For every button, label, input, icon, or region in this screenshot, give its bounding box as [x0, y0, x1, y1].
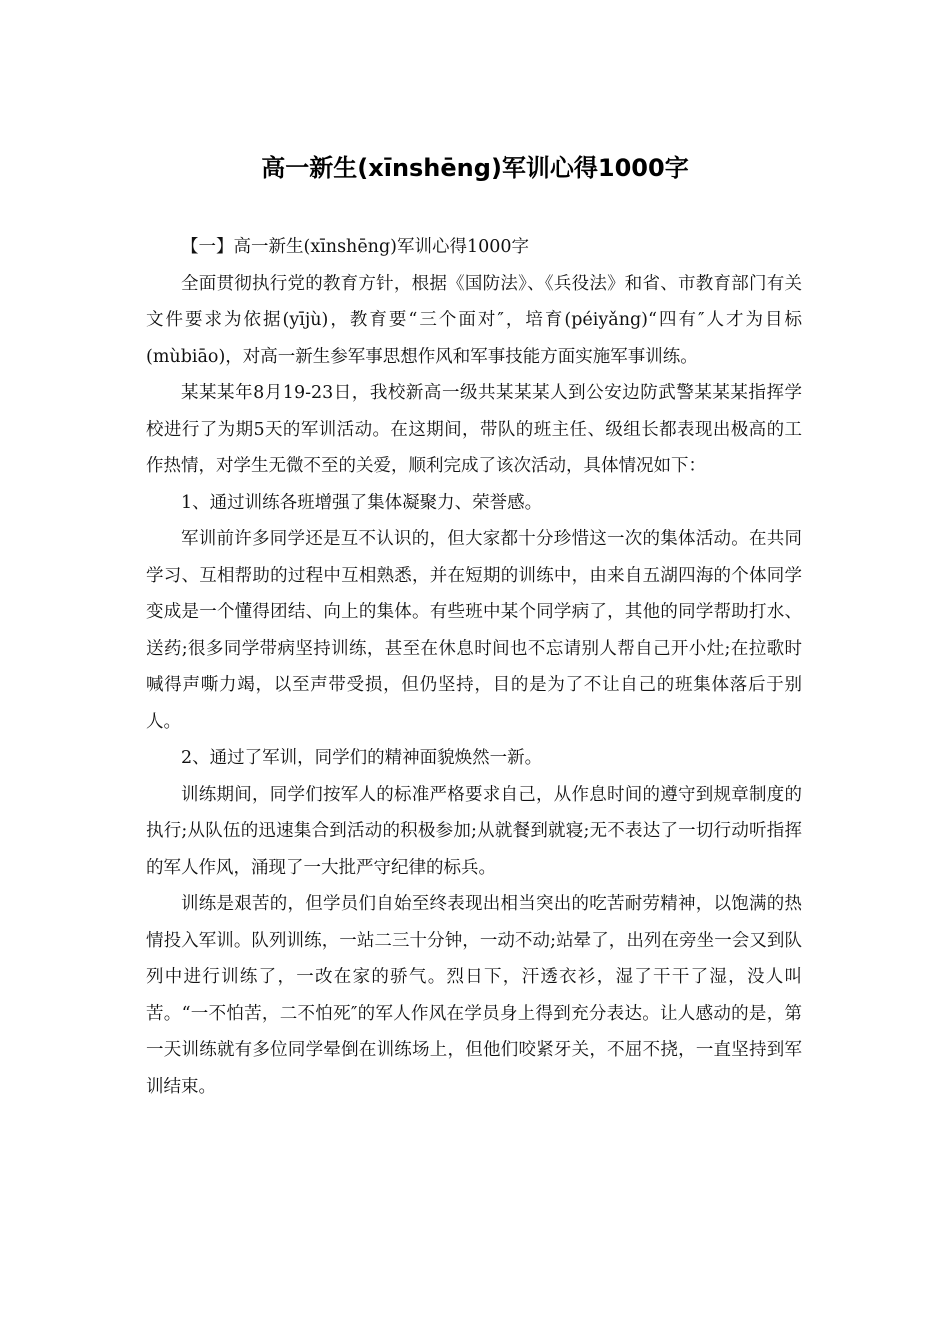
- paragraph: 训练是艰苦的，但学员们自始至终表现出相当突出的吃苦耐劳精神，以饱满的热情投入军训。队列训练，一站二三十分钟，一动不动;站晕了，出列在旁坐一会又到队列中进行训练了，一改在家的骄气。烈日下，汗透衣衫，湿了干干了湿，没人叫苦。“一不怕苦，二不怕死″的军人作风在学员身上得到充分表达。让人感动的是，第一天训练就有多位同学晕倒在训练场上，但他们咬紧牙关，不屈不挠，一直坚持到军训结束。: [146, 894, 802, 1097]
- document-title: 高一新生(xīnshēng)军训心得1000字: [261, 154, 689, 182]
- numbered-point: 1、通过训练各班增强了集体凝聚力、荣誉感。: [181, 492, 543, 513]
- paragraph: 训练期间，同学们按军人的标准严格要求自己，从作息时间的遵守到规章制度的执行;从队伍的迅速集合到活动的积极参加;从就餐到就寝;无不表达了一切行动听指挥的军人作风，涌现了一大批严守纪律的标兵。: [146, 784, 802, 878]
- section-heading: 【一】高一新生(xīnshēng)军训心得1000字: [181, 237, 530, 257]
- paragraph: 全面贯彻执行党的教育方针，根据《国防法》、《兵役法》和省、市教育部门有关文件要求为依据(yījù)，教育要“三个面对″，培育(péiyǎng)“四有″人才为目标(mùbiāo)，对高一新生参军事思想作风和军事技能方面实施军事训练。: [146, 273, 802, 367]
- document-body: [146, 229, 802, 1105]
- numbered-point: 2、通过了军训，同学们的精神面貌焕然一新。: [181, 748, 543, 768]
- paragraph: 军训前许多同学还是互不认识的，但大家都十分珍惜这一次的集体活动。在共同学习、互相帮助的过程中互相熟悉，并在短期的训练中，由来自五湖四海的个体同学变成是一个懂得团结、向上的集体。有些班中某个同学病了，其他的同学帮助打水、送药;很多同学带病坚持训练，甚至在休息时间也不忘请别人帮自己开小灶;在拉歌时喊得声嘶力竭，以至声带受损，但仍坚持，目的是为了不让自己的班集体落后于别人。: [146, 529, 802, 732]
- paragraph: 某某某年8月19-23日，我校新高一级共某某某人到公安边防武警某某某指挥学校进行了为期5天的军训活动。在这期间，带队的班主任、级组长都表现出极高的工作热情，对学生无微不至的关爱，顺利完成了该次活动，具体情况如下：: [146, 383, 802, 476]
